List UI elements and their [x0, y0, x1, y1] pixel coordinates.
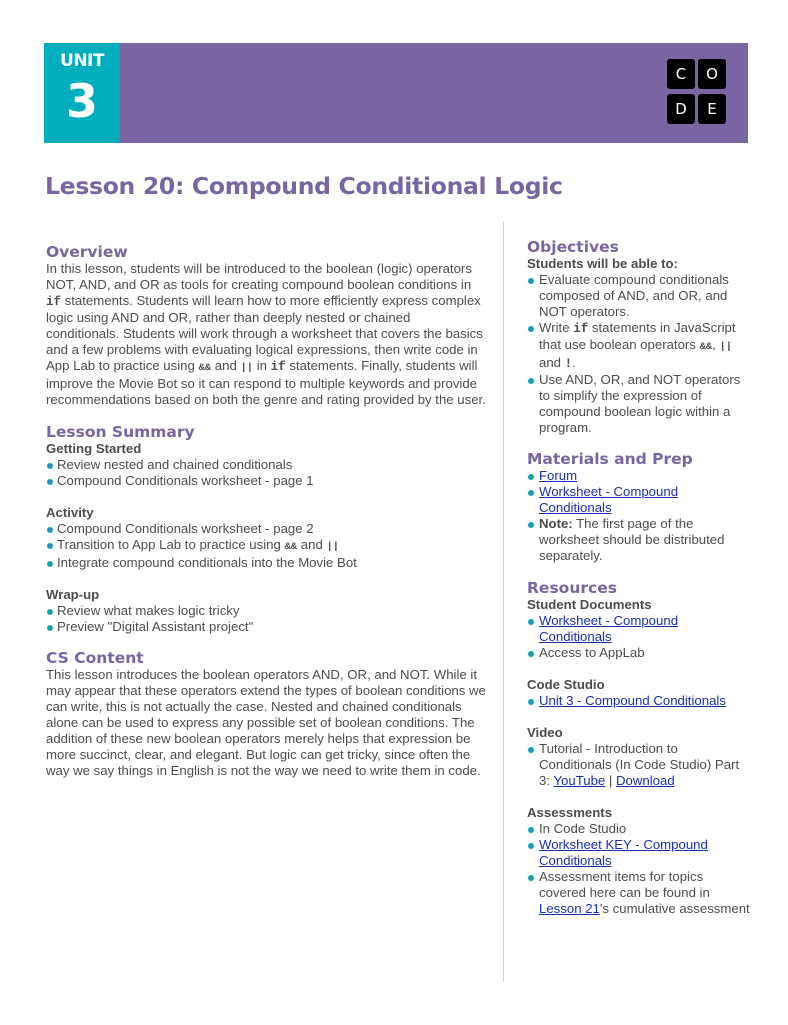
list-item	[527, 516, 752, 564]
lesson-21-link[interactable]: Lesson 21	[539, 901, 600, 916]
forum-link[interactable]: Forum	[539, 468, 578, 483]
code-if: if	[270, 360, 286, 374]
list-item	[527, 693, 752, 709]
overview-text-part: In this lesson, students will be introduced to the boolean (logic) operators NOT, AND, and OR as tools for creating compound boolean conditions in	[46, 261, 472, 292]
assessment-text: Assessment items for topics covered here can be found in	[539, 869, 710, 900]
list-item	[527, 613, 752, 645]
worksheet-link[interactable]: Worksheet - Compound Conditionals	[539, 484, 679, 515]
logo-tile-d: D	[667, 94, 695, 124]
code-or-op: ||	[326, 541, 340, 553]
list-item	[527, 869, 752, 917]
list-item-text: Transition to App Lab to practice using	[57, 537, 285, 552]
list-item-text: statements in JavaScript that use boolean operators	[539, 320, 736, 352]
student-worksheet-link[interactable]: Worksheet - Compound Conditionals	[539, 613, 679, 644]
cs-content-text: This lesson introduces the boolean operators AND, OR, and NOT. While it may appear that these operators extend the types of boolean conditions we can write, this is not actually the case. Nested and chained conditionals alone can be used to express any possible set of boolean conditions. The addition of these new boolean operators merely helps that expression be more succinct, clear, and elegant. But logic can get tricky, since often the way we say things in English is not the way we need to write them in code.	[46, 667, 486, 778]
activity-list	[46, 521, 486, 571]
youtube-link[interactable]: YouTube	[553, 773, 606, 788]
getting-started-heading: Getting Started	[46, 441, 142, 456]
resources-heading: Resources	[527, 579, 617, 597]
code-and-op: &&	[198, 362, 212, 374]
list-item-text: and	[539, 355, 565, 370]
code-studio-list	[527, 693, 752, 709]
video-heading: Video	[527, 725, 563, 740]
unit-label: UNIT	[60, 51, 104, 71]
list-item: Integrate compound conditionals into the Movie Bot	[46, 555, 486, 571]
student-documents-heading: Student Documents	[527, 597, 652, 612]
student-documents-list	[527, 613, 752, 661]
list-item-text: ,	[712, 337, 720, 352]
code-and-op: &&	[699, 341, 713, 353]
list-item	[527, 320, 752, 372]
worksheet-key-link[interactable]: Worksheet KEY - Compound Conditionals	[539, 837, 708, 868]
note-text: The first page of the worksheet should be distributed separately.	[539, 516, 725, 563]
lesson-summary-heading: Lesson Summary	[46, 423, 195, 441]
overview-text-part: statements. Finally, students will improve the Movie Bot so it can respond to multiple keywords and provide recommendations based on both the genre and rating provided by the user.	[46, 358, 486, 407]
left-column	[46, 243, 486, 779]
video-list	[527, 741, 752, 789]
list-item-text: Write	[539, 320, 574, 335]
list-item: Compound Conditionals worksheet - page 2	[46, 521, 486, 537]
assessments-list	[527, 821, 752, 917]
objectives-list	[527, 272, 752, 436]
objectives-subheading: Students will be able to:	[527, 256, 678, 271]
logo-tile-o: O	[698, 59, 726, 89]
objectives-heading: Objectives	[527, 238, 619, 256]
resources-section	[527, 579, 752, 917]
code-or-op: ||	[719, 341, 733, 353]
code-org-logo	[667, 59, 727, 125]
lesson-summary-section	[46, 423, 486, 635]
getting-started-list	[46, 457, 486, 489]
code-and-op: &&	[284, 541, 298, 553]
right-column	[527, 238, 752, 917]
activity-heading: Activity	[46, 505, 94, 520]
list-item-text: and	[297, 537, 327, 552]
list-item: In Code Studio	[527, 821, 752, 837]
overview-text-part: statements. Students will learn how to more efficiently express complex logic using AND and OR, rather than deeply nested or chained conditionals. Students will work through a worksheet that covers the basics and a few problems with evaluating logical expressions, then write code in App Lab to practice using	[46, 293, 483, 373]
overview-text	[46, 261, 486, 408]
list-item: Review nested and chained conditionals	[46, 457, 486, 473]
code-or-op: ||	[240, 362, 254, 374]
objectives-section	[527, 238, 752, 436]
column-divider	[503, 222, 504, 982]
materials-list	[527, 468, 752, 564]
list-item	[527, 837, 752, 869]
overview-text-part: and	[211, 358, 241, 373]
wrap-up-heading: Wrap-up	[46, 587, 100, 602]
unit-badge	[44, 43, 120, 143]
assessments-heading: Assessments	[527, 805, 613, 820]
unit-banner	[44, 43, 748, 143]
cs-content-heading: CS Content	[46, 649, 144, 667]
logo-tile-c: C	[667, 59, 695, 89]
separator: |	[605, 773, 617, 788]
list-item: Evaluate compound conditionals composed of AND, and OR, and NOT operators.	[527, 272, 752, 320]
unit-number: 3	[65, 74, 98, 128]
list-item: Compound Conditionals worksheet - page 1	[46, 473, 486, 489]
overview-heading: Overview	[46, 243, 128, 261]
list-item	[46, 537, 486, 555]
list-item: Review what makes logic tricky	[46, 603, 486, 619]
code-studio-heading: Code Studio	[527, 677, 605, 692]
code-studio-link[interactable]: Unit 3 - Compound Conditionals	[539, 693, 726, 708]
list-item	[527, 468, 752, 484]
overview-section	[46, 243, 486, 408]
code-not-op: !	[564, 357, 573, 371]
assessment-text: 's cumulative assessment	[599, 901, 750, 916]
download-link[interactable]: Download	[616, 773, 675, 788]
materials-section	[527, 450, 752, 564]
list-item: Preview "Digital Assistant project"	[46, 619, 486, 635]
list-item: Access to AppLab	[527, 645, 752, 661]
note-label: Note:	[539, 516, 573, 531]
logo-tile-e: E	[698, 94, 726, 124]
list-item	[527, 741, 752, 789]
page-title: Lesson 20: Compound Conditional Logic	[45, 172, 563, 200]
video-text: Tutorial - Introduction to Conditionals (In Code Studio) Part 3:	[539, 741, 740, 788]
code-if: if	[46, 295, 62, 309]
list-item: Use AND, OR, and NOT operators to simplify the expression of compound boolean logic within a program.	[527, 372, 752, 436]
cs-content-section	[46, 649, 486, 779]
list-item-text: .	[572, 355, 576, 370]
overview-text-part: in	[253, 358, 271, 373]
materials-heading: Materials and Prep	[527, 450, 693, 468]
wrap-up-list	[46, 603, 486, 635]
list-item	[527, 484, 752, 516]
code-if: if	[573, 322, 589, 336]
